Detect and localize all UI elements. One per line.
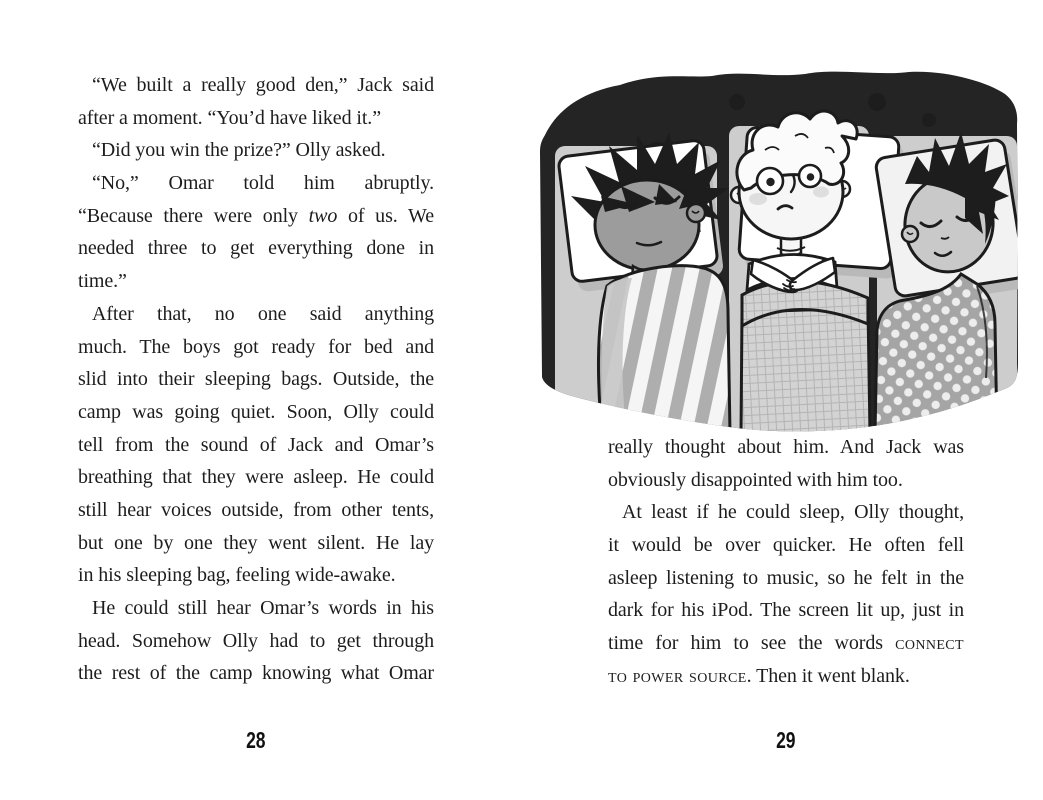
text-segment: time for him to see the words [608, 632, 896, 655]
text-segment: tell from the sound of Jack and Omar’s [78, 433, 434, 456]
text-segment: slid into their sleeping bags. Outside, the [78, 368, 434, 391]
text-segment: really thought about him. And Jack was [608, 436, 964, 458]
illustration-three-boys-sleeping [537, 62, 1022, 432]
text-line [78, 494, 434, 527]
text-line [78, 134, 434, 167]
text-segment: after a moment. “You’d have liked it.” [78, 106, 381, 129]
text-line [608, 464, 964, 497]
text-line [78, 69, 434, 102]
face-left [595, 180, 699, 270]
text-segment: but one by one they went silent. He lay [78, 531, 434, 554]
text-segment: still hear voices outside, from other tents, [78, 498, 434, 521]
text-segment: “We built a really good den,” Jack said [92, 74, 434, 96]
text-segment: breathing that they were asleep. He could [78, 466, 434, 489]
text-line [78, 559, 434, 592]
text-line [78, 167, 434, 200]
text-segment: dark for his iPod. The screen lit up, just in [608, 599, 964, 622]
page-number-right: 29 [776, 727, 796, 753]
text-segment: time.” [78, 270, 127, 293]
text-line [608, 431, 964, 464]
text-segment: head. Somehow Olly had to get through [78, 629, 434, 652]
text-line [608, 529, 964, 562]
text-line [78, 265, 434, 298]
text-segment: connect [895, 632, 964, 655]
text-segment: . Then it went blank. [746, 664, 910, 687]
text-line [608, 627, 964, 660]
left-page-text [78, 69, 434, 690]
text-segment: At least if he could sleep, Olly thought, [622, 501, 964, 524]
text-line [78, 429, 434, 462]
text-line [78, 461, 434, 494]
text-line [78, 527, 434, 560]
text-segment: asleep listening to music, so he felt in the [608, 566, 964, 589]
text-segment: in his sleeping bag, feeling wide-awake. [78, 564, 396, 587]
text-segment: “Because there were only [78, 204, 309, 227]
right-page-text [608, 431, 964, 693]
text-line [608, 594, 964, 627]
text-segment: two [308, 204, 338, 227]
text-segment: camp was going quiet. Soon, Olly could [78, 400, 434, 423]
text-segment: “No,” Omar told him abruptly. [92, 172, 434, 195]
text-line [78, 625, 434, 658]
text-line [78, 102, 434, 135]
text-segment: it would be over quicker. He often fell [608, 534, 964, 557]
text-line [608, 562, 964, 595]
text-line [78, 200, 434, 233]
text-line [78, 298, 434, 331]
text-line [78, 592, 434, 625]
sleeping-bag-woven [741, 308, 870, 432]
text-line [78, 232, 434, 265]
text-line [608, 660, 964, 693]
text-segment: much. The boys got ready for bed and [78, 335, 434, 358]
text-line [78, 363, 434, 396]
text-line [78, 657, 434, 690]
text-segment: the rest of the camp knowing what Omar [78, 662, 434, 685]
text-segment: obviously disappointed with him too. [608, 468, 903, 491]
text-segment: to power source [608, 664, 747, 687]
page-number-left: 28 [246, 727, 266, 753]
text-line [78, 331, 434, 364]
text-segment: needed three to get everything done in [78, 237, 434, 260]
text-segment: of us. We [337, 204, 434, 227]
text-line [78, 396, 434, 429]
text-segment: After that, no one said anything [92, 302, 434, 325]
text-segment: “Did you win the prize?” Olly asked. [92, 139, 386, 162]
text-line [608, 496, 964, 529]
text-segment: He could still hear Omar’s words in his [92, 597, 434, 619]
